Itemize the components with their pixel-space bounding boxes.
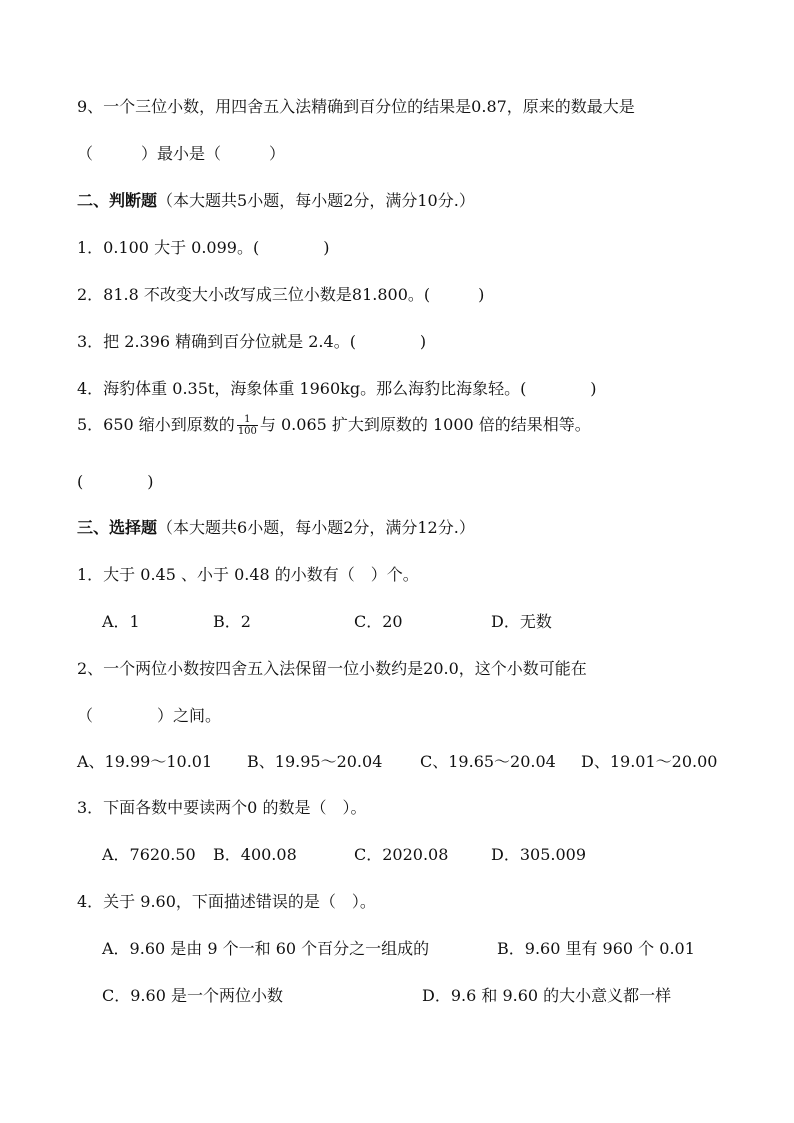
choice-q4-option-b: B．9.60 里有 960 个 0.01 — [497, 939, 695, 958]
q9-line2: （ ）最小是（ ） — [77, 144, 286, 163]
choice-q3-option-a: A．7620.50 — [102, 845, 196, 864]
judge-item-2: 2．81.8 不改变大小改写成三位小数是81.800。( ) — [77, 285, 485, 304]
judge-item-5 — [77, 412, 591, 438]
choice-q1-option-b: B．2 — [213, 612, 251, 631]
choice-q4-stem: 4．关于 9.60，下面描述错误的是（ ）。 — [77, 892, 376, 911]
q9-line1: 9、一个三位小数，用四舍五入法精确到百分位的结果是0.87，原来的数最大是 — [77, 97, 635, 116]
judge-item-3: 3．把 2.396 精确到百分位就是 2.4。( ) — [77, 332, 427, 351]
choice-q2-option-a: A、19.99～10.01 — [77, 752, 213, 771]
judge-item-5-after: 与 0.065 扩大到原数的 1000 倍的结果相等。 — [259, 415, 591, 434]
choice-q3-option-b: B．400.08 — [213, 845, 297, 864]
choice-q1-option-a: A．1 — [102, 612, 140, 631]
choice-q1-stem: 1．大于 0.45 、小于 0.48 的小数有（ ）个。 — [77, 565, 419, 584]
section3-note: （本大题共6小题，每小题2分，满分12分.） — [157, 518, 475, 537]
fraction-denominator: 100 — [237, 426, 257, 437]
judge-item-4: 4．海豹体重 0.35t，海象体重 1960kg。那么海豹比海象轻。( ) — [77, 379, 597, 398]
choice-q4-option-c: C．9.60 是一个两位小数 — [102, 986, 283, 1005]
choice-q2-option-b: B、19.95～20.04 — [247, 752, 383, 771]
section2-title: 二、判断题 — [77, 191, 158, 210]
choice-q2-option-c: C、19.65～20.04 — [420, 752, 556, 771]
choice-q4-option-a: A．9.60 是由 9 个一和 60 个百分之一组成的 — [102, 939, 430, 958]
fraction-one-hundredth — [237, 414, 258, 437]
choice-q2-stem: 2、一个两位小数按四舍五入法保留一位小数约是20.0，这个小数可能在 — [77, 659, 587, 678]
choice-q1-option-c: C．20 — [354, 612, 403, 631]
section2-heading — [77, 191, 475, 211]
section2-note: （本大题共5小题，每小题2分，满分10分.） — [157, 191, 475, 210]
choice-q3-stem: 3．下面各数中要读两个0 的数是（ ）。 — [77, 798, 367, 817]
choice-q1-option-d: D．无数 — [491, 612, 552, 631]
choice-q2-option-d: D、19.01～20.00 — [581, 752, 718, 771]
choice-q2-stem2: （ ）之间。 — [77, 706, 222, 725]
section3-title: 三、选择题 — [77, 518, 158, 537]
judge-item-5-before: 5．650 缩小到原数的 — [77, 415, 235, 434]
section3-heading — [77, 518, 475, 538]
judge-item-1: 1．0.100 大于 0.099。( ) — [77, 238, 330, 257]
choice-q3-option-d: D．305.009 — [491, 845, 586, 864]
judge-item-5-blank: ( ) — [77, 472, 154, 491]
fraction-numerator: 1 — [237, 414, 258, 426]
choice-q3-option-c: C．2020.08 — [354, 845, 449, 864]
choice-q4-option-d: D．9.6 和 9.60 的大小意义都一样 — [422, 986, 672, 1005]
